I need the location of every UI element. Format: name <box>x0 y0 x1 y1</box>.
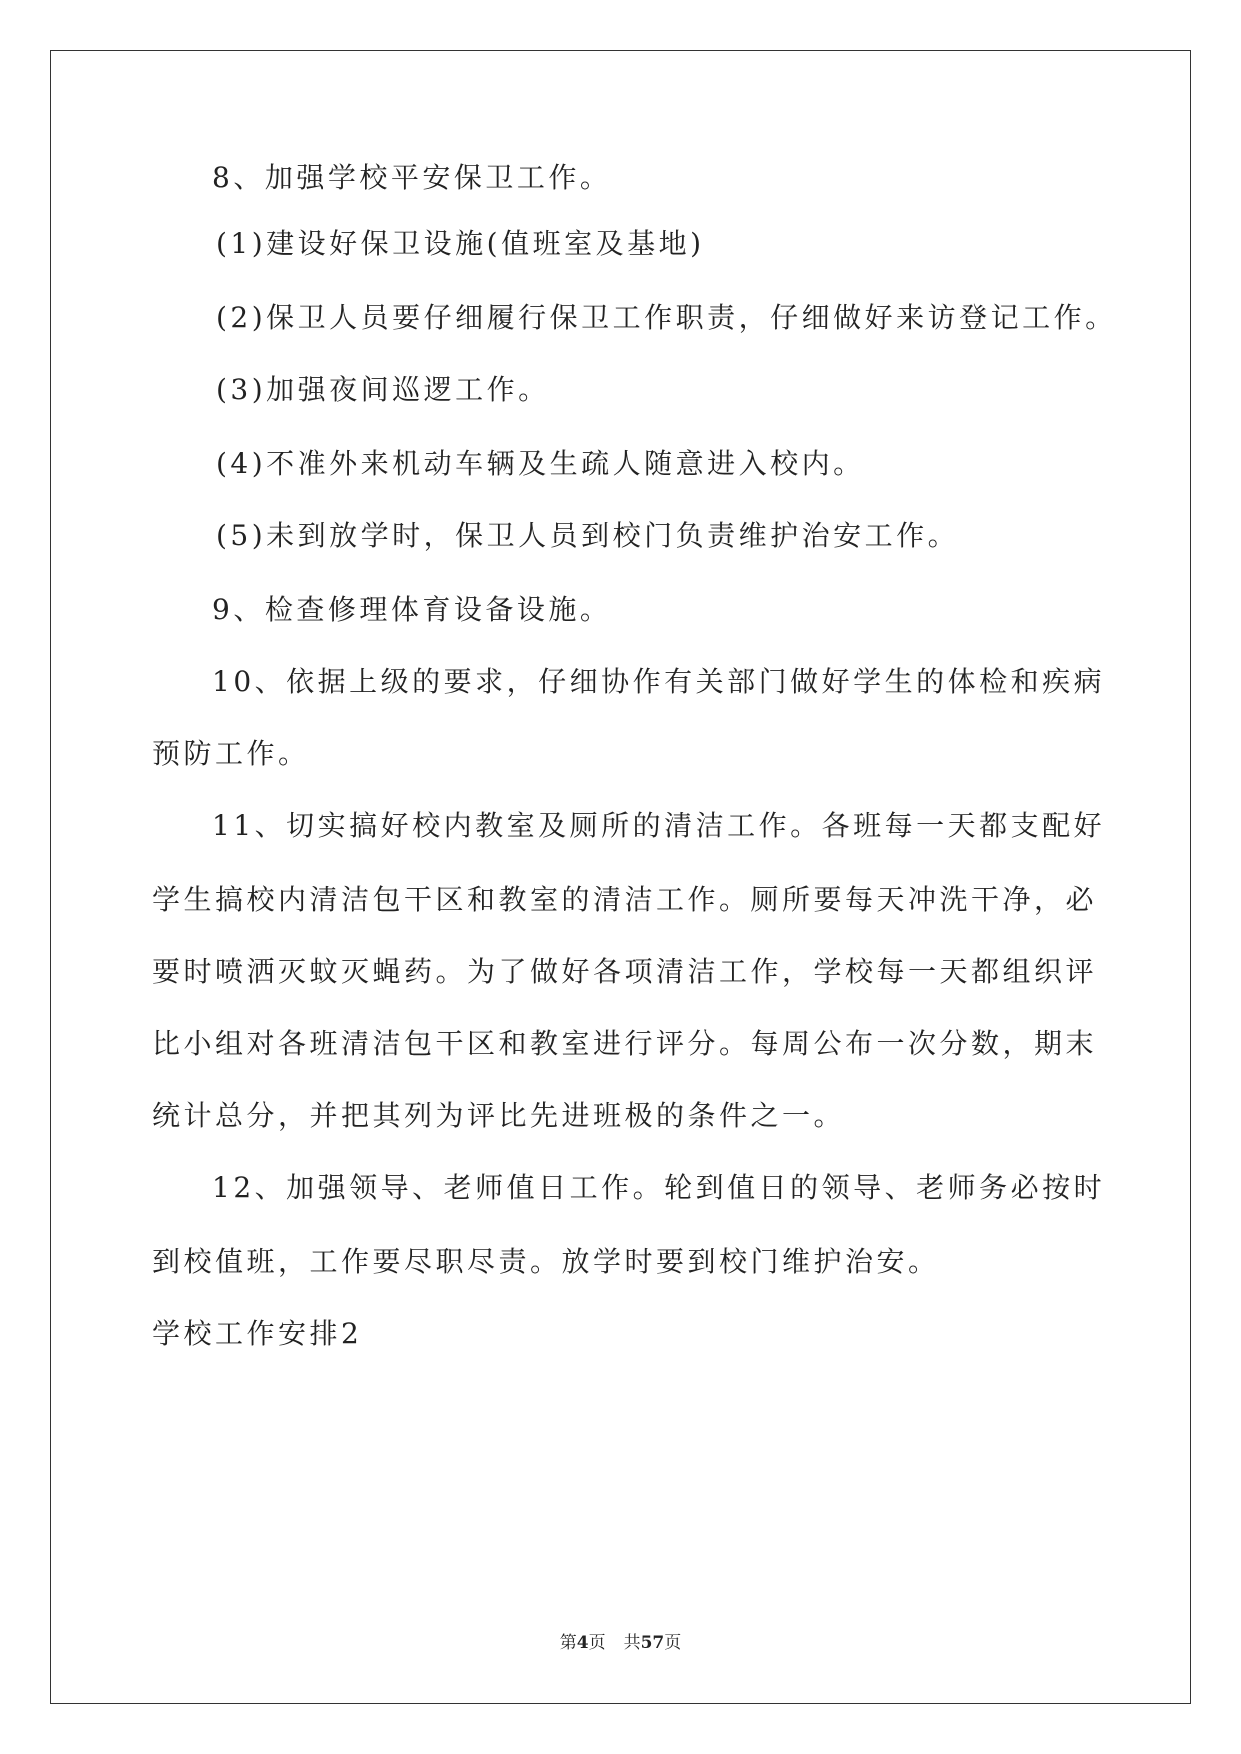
paragraph-line: 12、加强领导、老师值日工作。轮到值日的领导、老师务必按时 <box>212 1171 1106 1204</box>
section-heading: 学校工作安排2 <box>152 1317 363 1350</box>
paragraph-line: 10、依据上级的要求，仔细协作有关部门做好学生的体检和疾病 <box>212 665 1106 698</box>
paragraph-line: 统计总分，并把其列为评比先进班极的条件之一。 <box>152 1099 846 1132</box>
paragraph-line: 9、检查修理体育设备设施。 <box>212 593 612 626</box>
paragraph-line: (1)建设好保卫设施(值班室及基地) <box>216 227 705 260</box>
paragraph-line: 比小组对各班清洁包干区和教室进行评分。每周公布一次分数，期末 <box>152 1027 1098 1060</box>
footer-prefix: 第 <box>559 1633 577 1653</box>
footer-total-prefix: 共 <box>623 1633 641 1653</box>
paragraph-line: (3)加强夜间巡逻工作。 <box>216 373 550 406</box>
total-pages: 57 <box>640 1633 665 1653</box>
page-footer <box>0 1632 1241 1654</box>
paragraph-line: 8、加强学校平安保卫工作。 <box>212 161 612 194</box>
page-number: 4 <box>576 1633 589 1653</box>
paragraph-line: (5)未到放学时，保卫人员到校门负责维护治安工作。 <box>216 519 960 552</box>
paragraph-line: 到校值班，工作要尽职尽责。放学时要到校门维护治安。 <box>152 1245 940 1278</box>
paragraph-line: (2)保卫人员要仔细履行保卫工作职责，仔细做好来访登记工作。 <box>216 301 1117 334</box>
paragraph-line: 要时喷洒灭蚊灭蝇药。为了做好各项清洁工作，学校每一天都组织评 <box>152 955 1098 988</box>
paragraph-line: 11、切实搞好校内教室及厕所的清洁工作。各班每一天都支配好 <box>212 809 1106 842</box>
footer-mid: 页 <box>588 1633 606 1653</box>
paragraph-line: (4)不准外来机动车辆及生疏人随意进入校内。 <box>216 447 865 480</box>
footer-suffix: 页 <box>664 1633 682 1653</box>
paragraph-line: 学生搞校内清洁包干区和教室的清洁工作。厕所要每天冲洗干净，必 <box>152 883 1098 916</box>
paragraph-line: 预防工作。 <box>152 737 310 770</box>
